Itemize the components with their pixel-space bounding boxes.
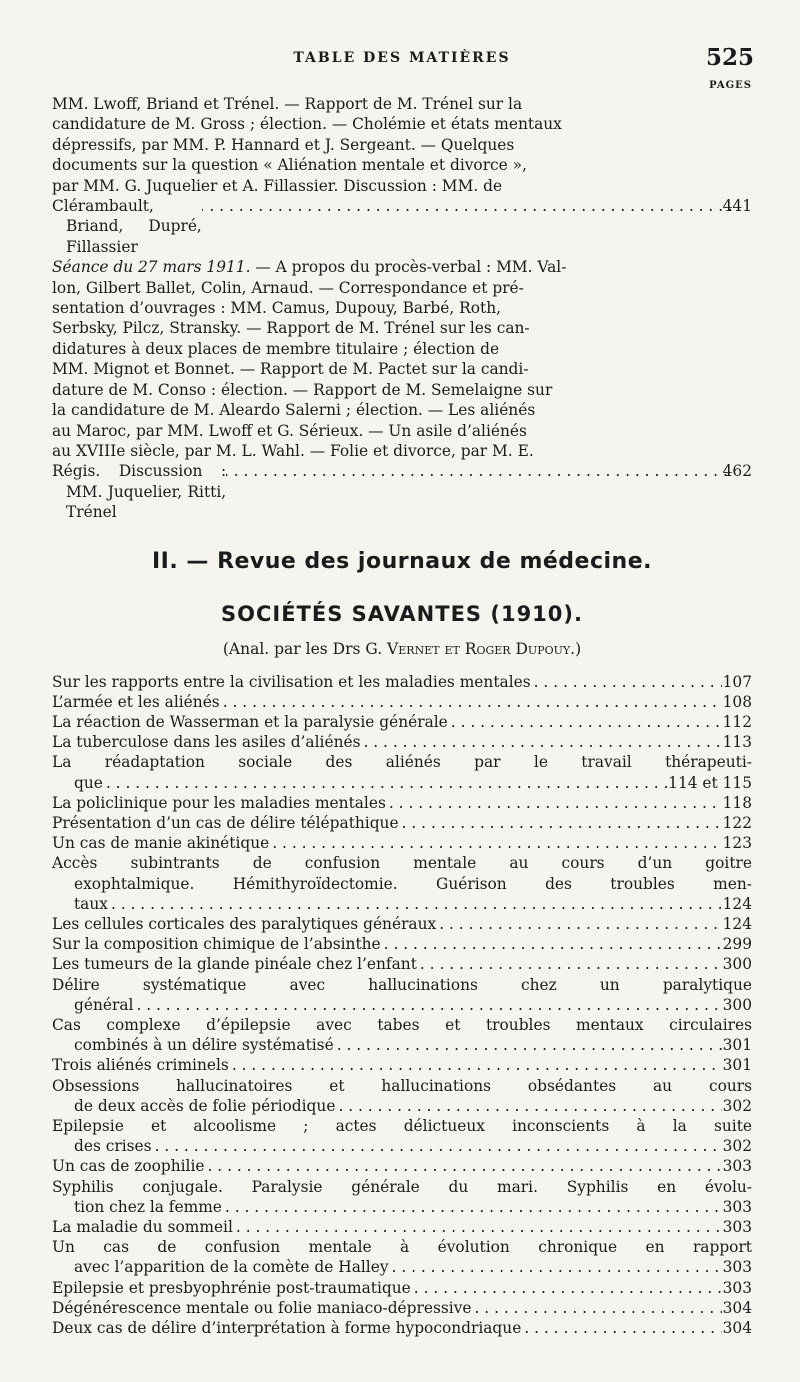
authors-prefix: (Anal. par les Drs [222,639,366,658]
entry-title: Epilepsie et presbyophrénie post-traumatique [52,1278,411,1297]
page-ref: 118 [722,793,752,812]
leader-dots [269,833,722,853]
entry-title: Sur les rapports entre la civilisation et les maladies mentales [52,672,531,691]
toc-entry [52,672,752,692]
text-line: lon, Gilbert Ballet, Colin, Arnaud. — Correspondance et pré- [52,278,524,297]
page [52,40,752,1338]
text-line: au Maroc, par MM. Lwoff et G. Sérieux. — Un asile d’aliénés [52,421,527,440]
toc-entry [52,1015,752,1055]
toc-entry [52,1116,752,1156]
toc-line [52,1217,752,1237]
page-ref: 122 [722,813,752,832]
seance-label: Séance du 27 mars 1911. [52,258,251,277]
leader-dots [417,954,722,974]
entry-title: Cas complexe d’épilepsie avec tabes et troubles mentaux circulaires [52,1015,752,1034]
toc-entry [52,1278,752,1298]
toc-line [52,1156,752,1176]
page-ref: 303 [722,1218,752,1237]
entry-title: La réaction de Wasserman et la paralysie générale [52,712,448,731]
toc-line [52,954,752,974]
text-line: documents sur la question « Aliénation mentale et divorce », [52,156,527,175]
toc-entry [52,1318,752,1338]
entry-title: Les cellules corticales des paralytiques généraux [52,914,437,933]
leader-dots [472,1298,723,1318]
page-ref: 112 [722,712,752,731]
toc-entry [52,1237,752,1277]
page-number: 525 [705,44,754,71]
toc-line [52,1055,752,1075]
text-line: Serbsky, Pilcz, Stransky. — Rapport de M. Trénel sur les can- [52,319,530,338]
leader-dots [222,1197,722,1217]
entry-title: Obsessions hallucinatoires et hallucinations obsédantes au cours [52,1076,752,1095]
text-line: candidature de M. Gross ; élection. — Cholémie et états mentaux [52,115,562,134]
entry-title: La maladie du sommeil [52,1218,233,1237]
page-ref: 300 [722,995,752,1014]
leader-dots [220,692,722,712]
entry-title: Un cas de manie akinétique [52,834,270,853]
page-ref: 299 [722,935,752,954]
toc-line [52,1318,752,1338]
entry-title: Les tumeurs de la glande pinéale chez l’enfant [52,955,417,974]
leader-dots [389,1257,722,1277]
entry-title: tion chez la femme [74,1197,222,1216]
text-line: MM. Mignot et Bonnet. — Rapport de M. Pactet sur la candi- [52,360,529,379]
toc-line [52,894,752,914]
toc-entries [52,672,752,1339]
toc-line [52,1257,752,1277]
text-line: par MM. G. Juquelier et A. Fillassier. Discussion : MM. de [52,176,503,195]
entry-title: La réadaptation sociale des aliénés par le travail thérapeuti- [52,753,752,772]
text-line: la candidature de M. Aleardo Salerni ; élection. — Les aliénés [52,401,536,420]
authors-suffix: ) [575,639,582,658]
toc-entry [52,1156,752,1176]
toc-entry [52,1177,752,1217]
toc-entry [52,954,752,974]
entry-title: Trois aliénés criminels [52,1056,229,1075]
entry-title: de deux accès de folie périodique [74,1096,336,1115]
leader-dots [531,672,722,692]
toc-line [52,995,752,1015]
toc-entry [52,732,752,752]
entry-title: avec l’apparition de la comète de Halley [74,1258,389,1277]
opening-paragraph [52,94,752,257]
text-line: MM. Lwoff, Briand et Trénel. — Rapport de M. Trénel sur la [52,95,523,113]
toc-entry [52,1076,752,1116]
leader-dots [334,1035,722,1055]
page-ref: 108 [722,692,752,711]
page-ref: 113 [722,733,752,752]
pages-column-label: PAGES [709,80,752,91]
authors-names: G. Vernet et Roger Dupouy. [365,639,576,658]
subsection-title: SOCIÉTÉS SAVANTES (1910). [221,601,583,626]
toc-entry [52,934,752,954]
entry-title: que [74,773,103,792]
entry-title: des crises [74,1137,152,1156]
leader-dots [386,793,722,813]
toc-entry [52,752,752,792]
entry-title: général [74,995,134,1014]
leader-dots [233,1217,722,1237]
running-head [52,40,752,80]
entry-title: Accès subintrants de confusion mentale au cours d’un goitre [52,854,752,873]
leader-dots [133,995,722,1015]
toc-line [52,1136,752,1156]
toc-line [52,833,752,853]
leader-dots [229,1055,722,1075]
toc-entry [52,833,752,853]
entry-title: Dégénérescence mentale ou folie maniaco-dépressive [52,1298,472,1317]
section-title: — Revue des journaux de médecine. [186,548,652,574]
toc-line [52,813,752,833]
leader-dots [411,1278,722,1298]
entry-title: Un cas de confusion mentale à évolution chronique en rapport [52,1238,752,1257]
toc-entry [52,1298,752,1318]
leader-dots [448,712,722,732]
entry-title: Deux cas de délire d’interprétation à forme hypocondriaque [52,1319,522,1338]
toc-line [52,934,752,954]
page-ref: 123 [722,834,752,853]
toc-line [52,461,752,522]
page-ref: 124 [722,894,752,913]
toc-entry [52,813,752,833]
toc-line [52,732,752,752]
entry-title: taux [74,894,108,913]
toc-entry [52,975,752,1015]
page-ref: 107 [722,672,752,691]
page-ref: 302 [722,1137,752,1156]
toc-line [52,692,752,712]
toc-entry [52,914,752,934]
entry-title: Présentation d’un cas de délire télépathique [52,813,399,832]
leader-dots [152,1136,722,1156]
toc-line [52,793,752,813]
entry-title: Epilepsie et alcoolisme ; actes délictueux inconscients à la suite [52,1117,752,1135]
leader-dots [205,1156,723,1176]
page-ref: 303 [722,1157,752,1176]
leader-dots [399,813,722,833]
toc-entry [52,1055,752,1075]
toc-line [52,196,752,257]
toc-line [52,1096,752,1116]
text-fragment: — A propos du procès-verbal : MM. Val- [250,258,567,277]
text-line: dépressifs, par MM. P. Hannard et J. Sergeant. — Quelques [52,135,515,154]
text-line: Régis. Discussion : MM. Juquelier, Ritti, Trénel [52,462,227,522]
entry-title: Syphilis conjugale. Paralysie générale du mari. Syphilis en évolu- [52,1177,752,1196]
section-number: II. [152,548,179,574]
toc-entry [52,793,752,813]
toc-entry [52,712,752,732]
text-line: didatures à deux places de membre titulaire ; élection de [52,339,500,358]
page-ref: 303 [722,1258,752,1277]
leader-dots [436,914,722,934]
page-ref: 114 et 115 [668,773,752,792]
toc-line [52,712,752,732]
page-ref: 462 [722,462,752,481]
seance-paragraph [52,257,752,522]
page-ref: 301 [722,1056,752,1075]
toc-entry [52,853,752,914]
leader-dots [108,894,722,914]
toc-line [52,1035,752,1055]
leader-dots [521,1318,722,1338]
page-ref: 300 [722,955,752,974]
text-line: dature de M. Conso : élection. — Rapport de M. Semelaigne sur [52,380,553,399]
text-line [52,257,752,277]
entry-title: La tuberculose dans les asiles d’aliénés [52,733,361,752]
entry-title: combinés à un délire systématisé [74,1036,334,1055]
entry-title: L’armée et les aliénés [52,692,220,711]
entry-title: Un cas de zoophilie [52,1157,205,1176]
page-ref: 303 [722,1278,752,1297]
authors-line [52,640,752,658]
toc-line [52,672,752,692]
toc-entry [52,692,752,712]
page-ref: 303 [722,1197,752,1216]
leader-dots [381,934,722,954]
leader-dots [335,1096,722,1116]
page-ref: 124 [722,914,752,933]
leader-dots [202,196,731,216]
text-line: Clérambault, Briand, Dupré, Fillassier [52,197,202,256]
page-ref: 301 [722,1036,752,1055]
page-ref: 304 [722,1298,752,1317]
toc-line [52,1278,752,1298]
leader-dots [103,773,668,793]
toc-line [52,773,752,793]
toc-line [52,914,752,934]
text-line: sentation d’ouvrages : MM. Camus, Dupouy, Barbé, Roth, [52,299,502,318]
section-heading [52,549,752,574]
entry-title-continuation: exophtalmique. Hémithyroïdectomie. Guérison des troubles men- [74,874,752,893]
entry-title: Sur la composition chimique de l’absinthe [52,935,381,954]
toc-entry [52,1217,752,1237]
entry-title: Délire systématique avec hallucinations chez un paralytique [52,975,752,994]
page-ref: 304 [722,1319,752,1338]
entry-title: La policlinique pour les maladies mentales [52,793,386,812]
leader-dots [360,732,722,752]
page-ref: 302 [722,1096,752,1115]
page-ref: 441 [722,197,752,216]
leader-dots [226,461,730,481]
running-title: TABLE DES MATIÈRES [293,50,511,66]
toc-line [52,1298,752,1318]
text-line: au XVIIIe siècle, par M. L. Wahl. — Folie et divorce, par M. E. [52,441,534,460]
toc-line [52,1197,752,1217]
